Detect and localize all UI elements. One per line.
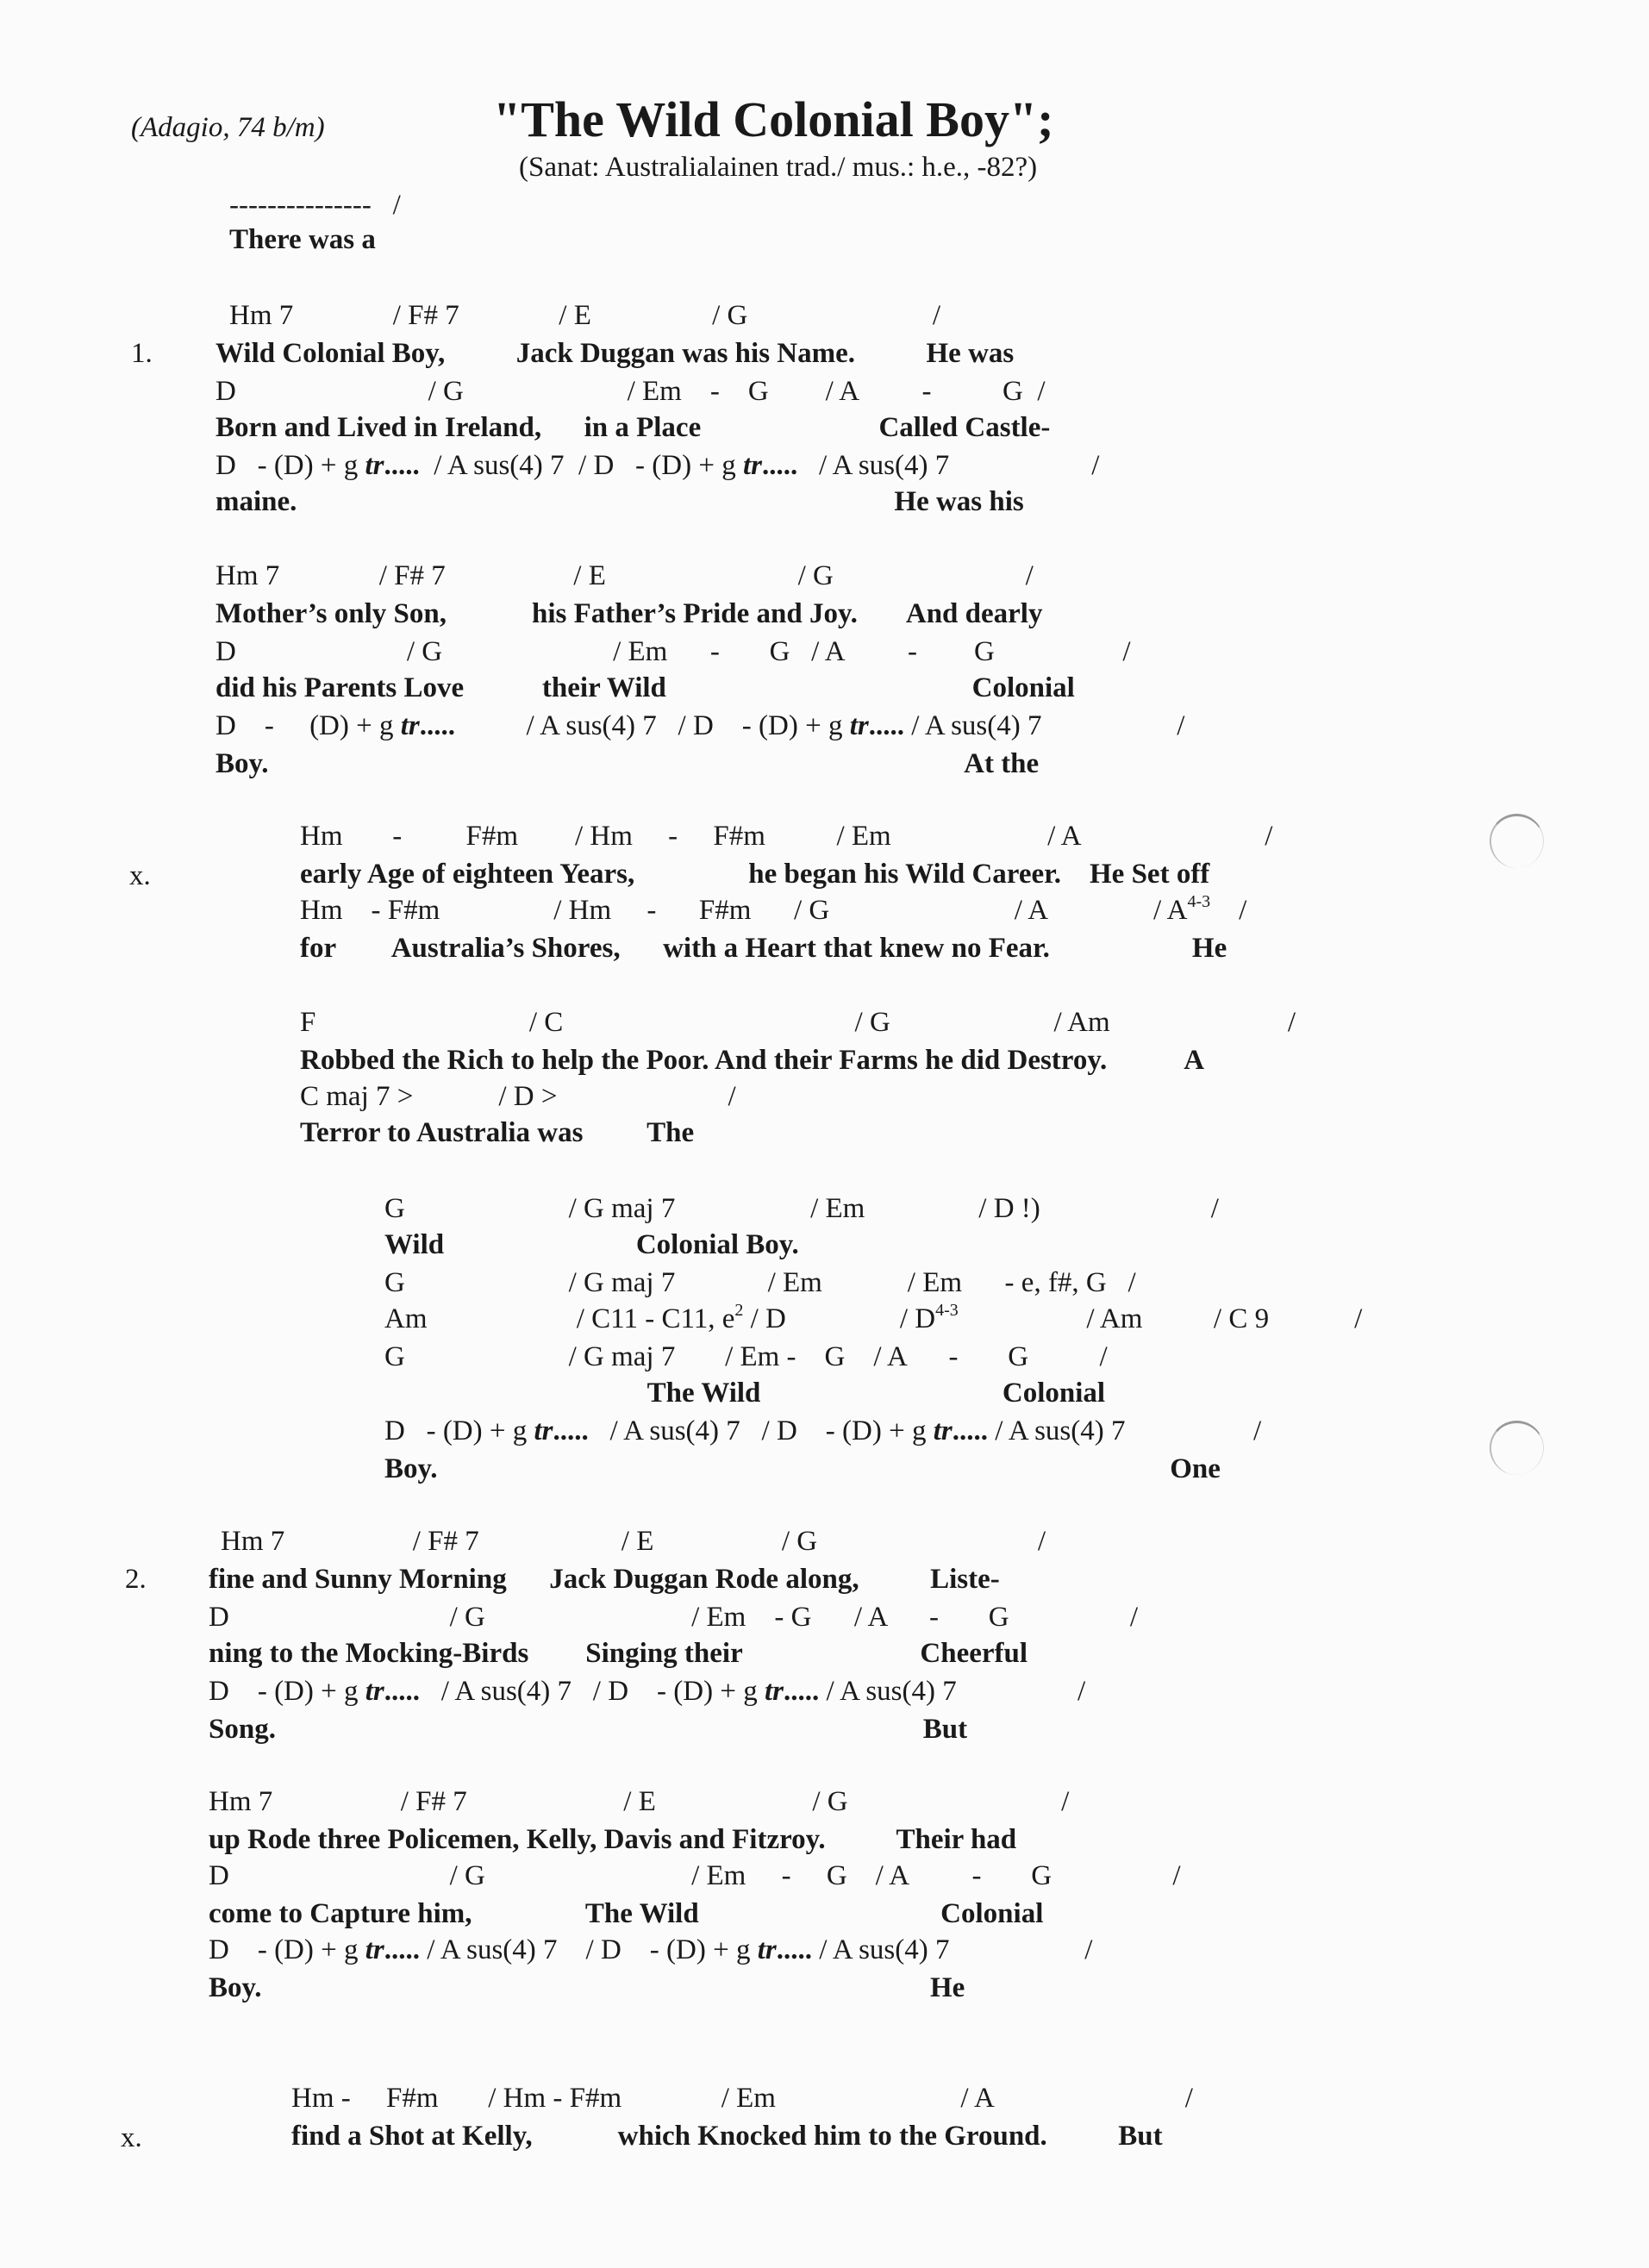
chord-line: C maj 7 > / D > / [300,1081,736,1112]
lyric-line: The Wild Colonial [384,1378,1106,1409]
lyric-line: ning to the Mocking-Birds Singing their Cheerful [209,1638,1028,1669]
chord-line: G / G maj 7 / Em / D !) / [384,1193,1219,1224]
chord-line: G / G maj 7 / Em - G / A - G / [384,1341,1108,1372]
chord-line: D - (D) + g tr..... / A sus(4) 7 / D - (D) + g tr..... / A sus(4) 7 / [215,450,1100,481]
chord-line: Hm 7 / F# 7 / E / G / [215,560,1034,591]
chord-line: Hm 7 / F# 7 / E / G / [221,1526,1046,1557]
tempo-marking: (Adagio, 74 b/m) [131,112,325,143]
chord-text: Am / C11 - C11, e [384,1303,735,1334]
trill-marker: tr..... [365,1676,421,1707]
trill-marker: tr..... [365,450,420,481]
chord-line: D - (D) + g tr..... / A sus(4) 7 / D - (D) + g tr..... / A sus(4) 7 / [209,1676,1086,1707]
lyric-line: did his Parents Love their Wild Colonial [215,672,1075,703]
lyric-line: for Australia’s Shores, with a Heart that knew no Fear. He [300,933,1227,964]
verse-number: 2. [125,1564,147,1595]
chord-text: / [1210,895,1247,926]
lyric-line: Wild Colonial Boy. [384,1229,799,1260]
chord-text: / Am / C 9 / [958,1303,1363,1334]
trill-marker: tr..... [764,1676,820,1707]
chord-line: Hm - F#m / Hm - F#m / Em / A / [291,2083,1193,2114]
chord-superscript: 4-3 [1187,892,1211,911]
song-title: "The Wild Colonial Boy"; [493,91,1054,147]
chord-text: / D / D [743,1303,936,1334]
trill-marker: tr..... [742,450,798,481]
chord-line: G / G maj 7 / Em / Em - e, f#, G / [384,1267,1136,1298]
lyric-line: find a Shot at Kelly, which Knocked him to the Ground. But [291,2121,1163,2152]
chord-line: Hm 7 / F# 7 / E / G / [209,1786,1070,1817]
chord-superscript: 2 [734,1301,744,1320]
chord-line [384,1301,1363,1334]
lyric-line: Boy. One [384,1453,1221,1484]
lyric-line: Robbed the Rich to help the Poor. And their Farms he did Destroy. A [300,1045,1205,1076]
lyric-line: maine. He was his [215,486,1024,517]
lyric-line: Wild Colonial Boy, Jack Duggan was his Name. He was [215,338,1015,369]
chord-line: D / G / Em - G / A - G / [215,636,1131,667]
chord-line: D - (D) + g tr..... / A sus(4) 7 / D - (D) + g tr..... / A sus(4) 7 / [215,710,1185,741]
lyric-line: Born and Lived in Ireland, in a Place Called Castle- [215,412,1051,443]
punch-hole [1490,814,1544,868]
chord-text: Hm - F#m / Hm - F#m / G / A / A [300,895,1188,926]
chord-line: D / G / Em - G / A - G / [209,1602,1138,1633]
chord-line: Hm 7 / F# 7 / E / G / [229,300,941,331]
chord-line: D - (D) + g tr..... / A sus(4) 7 / D - (D) + g tr..... / A sus(4) 7 / [384,1415,1262,1446]
lyric-line: Boy. At the [215,748,1040,779]
chorus-marker: x. [121,2122,142,2153]
chord-line [300,892,1247,926]
trill-marker: tr..... [757,1934,812,1965]
trill-marker: tr..... [534,1415,589,1446]
trill-marker: tr..... [365,1934,421,1965]
chord-line: D / G / Em - G / A - G / [215,376,1046,407]
song-credits: (Sanat: Australialainen trad./ mus.: h.e., -82?) [519,152,1038,183]
lyric-line: Song. But [209,1714,968,1745]
lyric-line: Boy. He [209,1972,965,2003]
trill-marker: tr..... [849,710,904,741]
trill-marker: tr..... [933,1415,988,1446]
chorus-marker: x. [129,860,151,891]
verse-number: 1. [131,338,153,369]
lyric-line: Terror to Australia was The [300,1117,695,1148]
punch-hole [1490,1421,1544,1475]
lyric-line: come to Capture him, The Wild Colonial [209,1898,1044,1929]
chord-line: D / G / Em - G / A - G / [209,1860,1181,1891]
lyric-line: Mother’s only Son, his Father’s Pride and Joy. And dearly [215,598,1043,629]
intro-lyrics: There was a [229,224,376,255]
trill-marker: tr..... [400,710,456,741]
lyric-line: fine and Sunny Morning Jack Duggan Rode along, Liste- [209,1564,1000,1595]
chord-superscript: 4-3 [935,1301,959,1320]
lyric-line: up Rode three Policemen, Kelly, Davis and Fitzroy. Their had [209,1824,1017,1855]
chord-line: D - (D) + g tr..... / A sus(4) 7 / D - (D) + g tr..... / A sus(4) 7 / [209,1934,1093,1965]
chord-line: F / C / G / Am / [300,1007,1296,1038]
intro-chords: --------------- / [229,190,401,221]
chord-line: Hm - F#m / Hm - F#m / Em / A / [300,821,1273,852]
lyric-line: early Age of eighteen Years, he began his Wild Career. He Set off [300,859,1210,890]
